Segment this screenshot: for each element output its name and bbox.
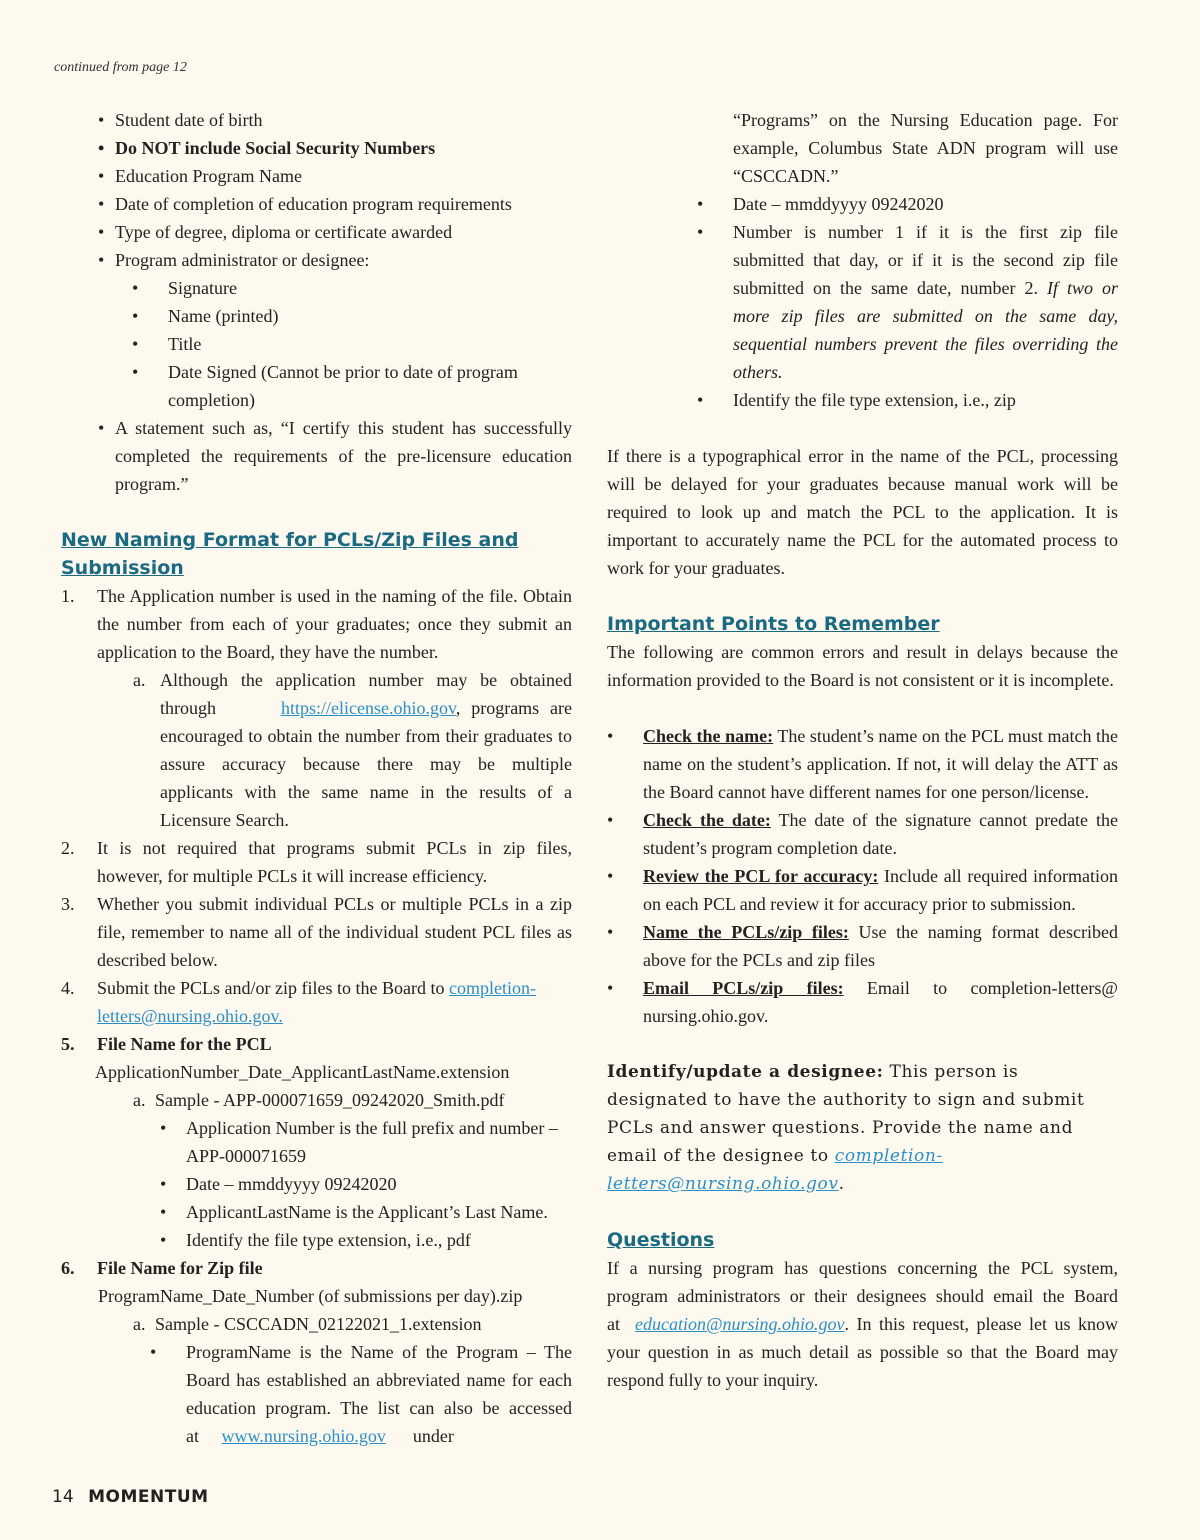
zip-format: ProgramName_Date_Number (of submissions per day).zip — [98, 1286, 523, 1306]
points-intro: The following are common errors and result in delays because the information provided to the Board is not consistent or it is incomplete. — [607, 642, 1118, 690]
list-item: 2. It is not required that programs submit PCLs in zip files, however, for multiple PCLs it will increase efficiency. — [61, 838, 572, 886]
designee-paragraph: Identify/update a designee: This person is designated to have the authority to sign and submit PCLs and answer questions. Provide the name and email of the designee to completion-letters@nursing.ohio.gov. — [607, 1062, 1085, 1194]
list-item: • Check the name: The student’s name on the PCL must match the name on the student’s application. If not, it will delay the ATT as the Board cannot have different names for one person/license. — [607, 726, 1119, 802]
list-item: 5. File Name for the PCL — [61, 1034, 272, 1054]
list-item: • ApplicantLastName is the Applicant’s Last Name. — [160, 1202, 548, 1222]
list-item: • Date of completion of education program requirements — [98, 194, 512, 214]
left-column — [56, 106, 572, 1450]
designee-email-link[interactable]: completion-letters@nursing.ohio.gov — [607, 1146, 943, 1194]
list-item: a. Sample - APP-000071659_09242020_Smith.pdf — [133, 1090, 505, 1110]
list-item: • Review the PCL for accuracy: Include all required information on each PCL and review it for accuracy prior to submission. — [607, 866, 1118, 914]
list-item: • Title — [132, 334, 202, 354]
list-item: • A statement such as, “I certify this student has successfully completed the requirements of the pre-licensure education program.” — [98, 418, 572, 494]
list-item: • Check the date: The date of the signature cannot predate the student’s program completion date. — [607, 810, 1118, 858]
section-heading-questions: Questions — [607, 1229, 715, 1251]
page-number: 14 — [52, 1487, 74, 1507]
list-item: • Identify the file type extension, i.e., zip — [697, 390, 1016, 410]
pcl-format: ApplicationNumber_Date_ApplicantLastName.extension — [95, 1062, 510, 1082]
list-item: • Email PCLs/zip files: Email to completion-letters@ nursing.ohio.gov. — [607, 978, 1118, 1026]
list-item: • Date – mmddyyyy 09242020 — [697, 194, 944, 214]
list-item: • Signature — [132, 278, 237, 298]
list-item: • Type of degree, diploma or certificate awarded — [98, 222, 453, 242]
list-item: 1. The Application number is used in the naming of the file. Obtain the number from each of your graduates; once they submit an application to the Board, they have the number. — [61, 586, 572, 662]
nursing-ohio-link[interactable]: www.nursing.ohio.gov — [221, 1426, 386, 1446]
section-heading-naming: New Naming Format for PCLs/Zip Files and Submission — [61, 529, 519, 579]
list-item: a. Sample - CSCCADN_02122021_1.extension — [133, 1314, 482, 1334]
list-item: 6. File Name for Zip file — [61, 1258, 263, 1278]
list-item: • Identify the file type extension, i.e., pdf — [160, 1230, 471, 1250]
section-heading-points: Important Points to Remember — [607, 613, 940, 635]
list-item: • Number is number 1 if it is the first zip file submitted that day, or if it is the second zip file submitted on the same date, number 2. If two or more zip files are submitted on the same day, sequential numbers prevent the files overriding the others. — [697, 222, 1119, 382]
list-item: • ProgramName is the Name of the Program – The Board has established an abbreviated name for each education program. The list can also be accessed at www.nursing.ohio.gov under — [150, 1342, 572, 1446]
list-item: • Name the PCLs/zip files: Use the naming format described above for the PCLs and zip files — [607, 922, 1119, 970]
list-item: • Date Signed (Cannot be prior to date of program completion) — [132, 362, 518, 410]
completion-letters-link[interactable]: completion-letters@nursing.ohio.gov. — [97, 978, 536, 1026]
list-item: 4. Submit the PCLs and/or zip files to the Board to completion-letters@nursing.ohio.gov. — [61, 978, 536, 1026]
elicense-link[interactable]: https://elicense.ohio.gov — [281, 698, 456, 718]
list-item: • Education Program Name — [98, 166, 302, 186]
list-item: 3. Whether you submit individual PCLs or multiple PCLs in a zip file, remember to name all of the individual student PCL files as described below. — [61, 894, 572, 970]
list-item: • Date – mmddyyyy 09242020 — [160, 1174, 397, 1194]
programs-continued: “Programs” on the Nursing Education page. For example, Columbus State ADN program will use “CSCCADN.” — [733, 110, 1118, 186]
continued-note: continued from page 12 — [54, 60, 187, 75]
list-item: • Student date of birth — [98, 110, 263, 130]
list-item: • Name (printed) — [132, 306, 279, 326]
questions-paragraph: If a nursing program has questions concerning the PCL system, program administrators or their designees should email the Board at education@nursing.ohio.gov. In this request, please let us know your question in as much detail as possible so that the Board may respond fully to your inquiry. — [607, 1258, 1118, 1390]
education-email-link[interactable]: education@nursing.ohio.gov — [635, 1314, 845, 1334]
magazine-name: MOMENTUM — [88, 1487, 209, 1507]
footer — [52, 1484, 209, 1509]
list-item: a. Although the application number may be obtained through https://elicense.ohio.gov, programs are encouraged to obtain the number from their graduates to assure accuracy because there may be multiple applicants with the same name in the results of a Licensure Search. — [133, 670, 572, 830]
list-item: • Program administrator or designee: — [98, 250, 370, 270]
right-column — [607, 106, 1118, 1394]
typo-paragraph: If there is a typographical error in the name of the PCL, processing will be delayed for your graduates because manual work will be required to look up and match the PCL to the application. It is important to accurately name the PCL for the automated process to work for your graduates. — [607, 446, 1118, 578]
list-item: • Do NOT include Social Security Numbers — [98, 138, 436, 158]
list-item: • Application Number is the full prefix and number – APP-000071659 — [160, 1118, 558, 1166]
